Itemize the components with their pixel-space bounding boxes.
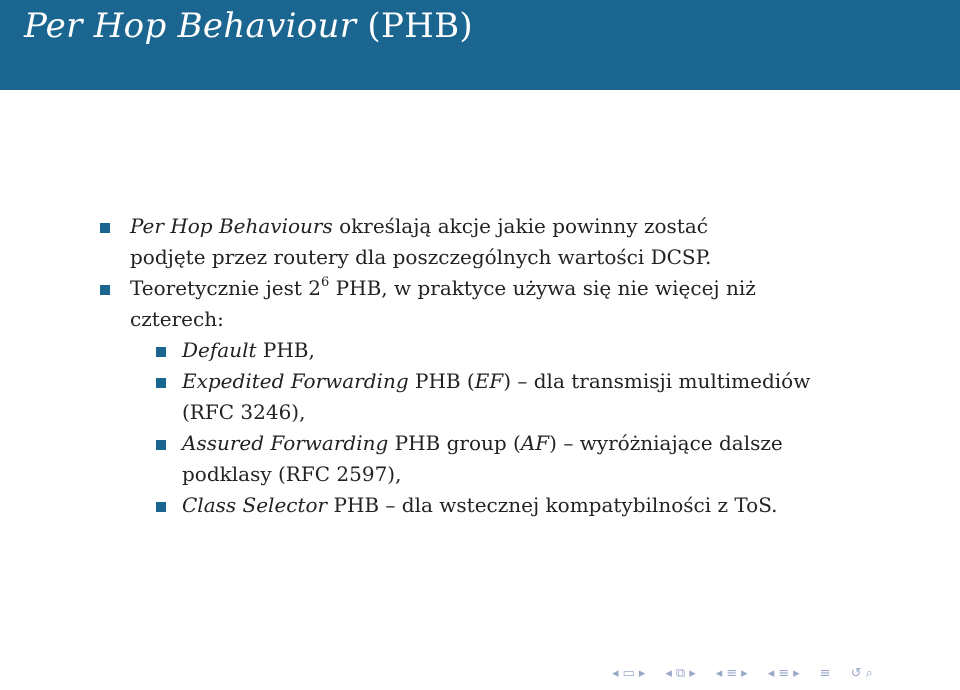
bullet-2-pre: Teoretycznie jest 2 xyxy=(130,276,322,300)
slide-title xyxy=(24,4,473,48)
nav-left-arrow-icon[interactable]: ◂ xyxy=(612,665,619,681)
bullet-item-2 xyxy=(100,273,900,335)
bullet-square-icon xyxy=(100,285,110,295)
slide-title-rest: (PHB) xyxy=(356,6,473,46)
nav-left-arrow-icon[interactable]: ◂ xyxy=(767,665,775,681)
sub-item-class-selector xyxy=(100,490,900,521)
nav-left-arrow-icon[interactable]: ◂ xyxy=(715,665,723,681)
sub-item-italic: Class Selector xyxy=(182,493,328,517)
sub-item-assured xyxy=(100,428,900,490)
sub-item-abbr: AF xyxy=(520,431,550,455)
title-bar xyxy=(0,0,960,90)
nav-frame-icon[interactable]: ▭ xyxy=(622,665,635,681)
nav-section-icon[interactable]: ≡ xyxy=(778,665,790,681)
sub-item-rest: PHB, xyxy=(256,338,315,362)
sub-item-italic: Expedited Forwarding xyxy=(182,369,409,393)
bullet-item-1 xyxy=(100,211,900,273)
nav-right-arrow-icon[interactable]: ▸ xyxy=(793,665,800,681)
sub-bullet-square-icon xyxy=(156,378,166,388)
sub-item-italic: Assured Forwarding xyxy=(182,431,389,455)
sub-item-abbr: EF xyxy=(474,369,504,393)
bullet-2-sup: 6 xyxy=(321,275,330,290)
nav-search-icon[interactable]: ⌕ xyxy=(865,665,873,681)
sub-bullet-square-icon xyxy=(156,502,166,512)
nav-right-arrow-icon[interactable]: ▸ xyxy=(689,665,696,681)
nav-section-icon[interactable]: ≡ xyxy=(726,665,738,681)
nav-subsection-icon[interactable]: ⧉ xyxy=(675,665,686,681)
sub-item-rest: ) – dla transmisji multimediów xyxy=(503,369,811,393)
nav-right-arrow-icon[interactable]: ▸ xyxy=(741,665,748,681)
sub-bullet-square-icon xyxy=(156,347,166,357)
bullet-1-text: określają akcje jakie powinny zostać xyxy=(332,214,708,238)
nav-right-arrow-icon[interactable]: ▸ xyxy=(638,665,646,681)
slide-title-italic: Per Hop Behaviour xyxy=(24,6,357,46)
nav-left-arrow-icon[interactable]: ◂ xyxy=(665,665,672,681)
sub-item-mid: PHB group ( xyxy=(388,431,521,455)
bullet-1-line2: podjęte przez routery dla poszczególnych wartości DCSP. xyxy=(130,245,712,269)
beamer-navigation-bar xyxy=(612,662,873,684)
bullet-square-icon xyxy=(100,223,110,233)
sub-item-italic: Default xyxy=(182,338,257,362)
sub-item-cont: (RFC 3246), xyxy=(182,400,306,424)
sub-item-expedited xyxy=(100,366,900,428)
sub-item-rest: ) – wyróżniające dalsze xyxy=(549,431,783,455)
bullet-2-post: PHB, w praktyce używa się nie więcej niż xyxy=(329,276,756,300)
slide-content xyxy=(100,211,900,521)
nav-search-icon[interactable]: ↺ xyxy=(850,665,862,681)
sub-bullet-square-icon xyxy=(156,440,166,450)
sub-item-cont: podklasy (RFC 2597), xyxy=(182,462,402,486)
nav-align-icon[interactable]: ≡ xyxy=(819,665,831,681)
sub-item-rest: PHB – dla wstecznej kompatybilności z ToS. xyxy=(327,493,778,517)
bullet-1-italic: Per Hop Behaviours xyxy=(130,214,333,238)
bullet-2-line2: czterech: xyxy=(130,307,224,331)
sub-item-mid: PHB ( xyxy=(408,369,475,393)
sub-item-default xyxy=(100,335,900,366)
